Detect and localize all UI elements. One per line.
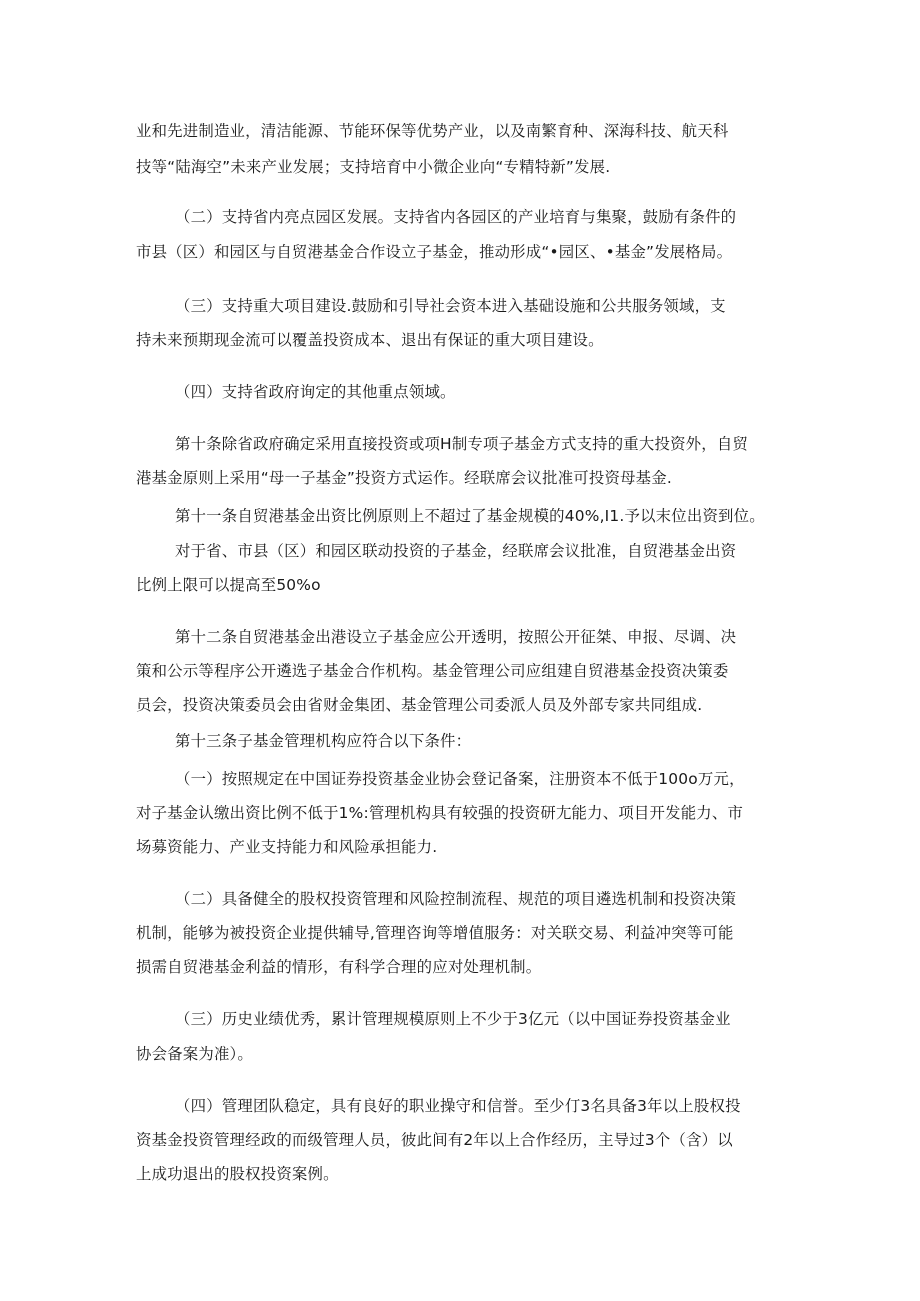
text-line: 业和先进制造业，清洁能源、节能环保等优势产业，以及南繁育种、深海科技、航天科 <box>136 122 729 140</box>
text-line: 对于省、市县（区）和园区联动投资的子基金，经联席会议批准，自贸港基金出资 <box>175 542 737 560</box>
text-line: 策和公示等程序公开遴选子基金合作机构。基金管理公司应组建自贸港基金投资决策委 <box>136 662 729 680</box>
text-line: 资基金投资管理经政的而级管理人员，彼此间有2年以上合作经历，主导过3个（含）以 <box>136 1131 733 1149</box>
text-line: 对子基金认缴出资比例不低于1%:管理机构具有较强的投资研尢能力、项目开发能力、市 <box>136 804 744 822</box>
text-line: 比例上限可以提高至50%o <box>136 576 321 594</box>
text-line: 场募资能力、产业支持能力和风险承担能力. <box>136 838 438 856</box>
text-line: 持未来预期现金流可以覆盖投资成本、退出有保证的重大项目建设。 <box>136 331 604 349</box>
text-line: （一）按照规定在中国证券投资基金业协会登记备案，注册资本不低于100o万元， <box>175 770 745 788</box>
text-line: 技等“陆海空”未来产业发展；支持培育中小微企业向“专精特新”发展. <box>136 158 611 176</box>
text-line: 上成功退出的股权投资案例。 <box>136 1165 339 1183</box>
text-line: 市县（区）和园区与自贸港基金合作设立子基金，推动形成“•园区、•基金”发展格局。 <box>136 243 733 261</box>
text-line: 第十三条子基金管理机构应符合以下条件： <box>175 732 472 750</box>
text-line: （二）具备健全的股权投资管理和风险控制流程、规范的项目遴选机制和投资决策 <box>175 890 737 908</box>
text-line: 第十一条自贸港基金出资比例原则上不超过了基金规模的40%,I1.予以末位出资到位。 <box>175 507 765 525</box>
text-line: （三）支持重大项目建设.鼓励和引导社会资本进入基础设施和公共服务领域，支 <box>175 297 726 315</box>
text-line: （四）支持省政府询定的其他重点领域。 <box>175 383 456 401</box>
text-line: 协会备案为准）。 <box>136 1045 254 1063</box>
text-line: 港基金原则上采用“母一子基金”投资方式运作。经联席会议批准可投资母基金. <box>136 469 672 487</box>
text-line: 第十条除省政府确定采用直接投资或项H制专项子基金方式支持的重大投资外，自贸 <box>175 435 749 453</box>
text-line: （二）支持省内亮点园区发展。支持省内各园区的产业培育与集聚，鼓励有条件的 <box>175 208 737 226</box>
text-line: 机制，能够为被投资企业提供辅导,管理咨询等增值服务：对关联交易、利益冲突等可能 <box>136 924 734 942</box>
text-line: 第十二条自贸港基金出港设立子基金应公开透明，按照公开征桀、申报、尽调、决 <box>175 628 737 646</box>
text-line: 损需自贸港基金利益的情形，有科学合理的应对处理机制。 <box>136 958 542 976</box>
text-line: （三）历史业绩优秀，累计管理规模原则上不少于3亿元（以中国证券投资基金业 <box>175 1010 731 1028</box>
text-line: 员会，投资决策委员会由省财金集团、基金管理公司委派人员及外部专家共同组成. <box>136 696 703 714</box>
text-line: （四）管理团队稳定，具有良好的职业操守和信誉。至少仃3名具备3年以上股权投 <box>175 1097 741 1115</box>
